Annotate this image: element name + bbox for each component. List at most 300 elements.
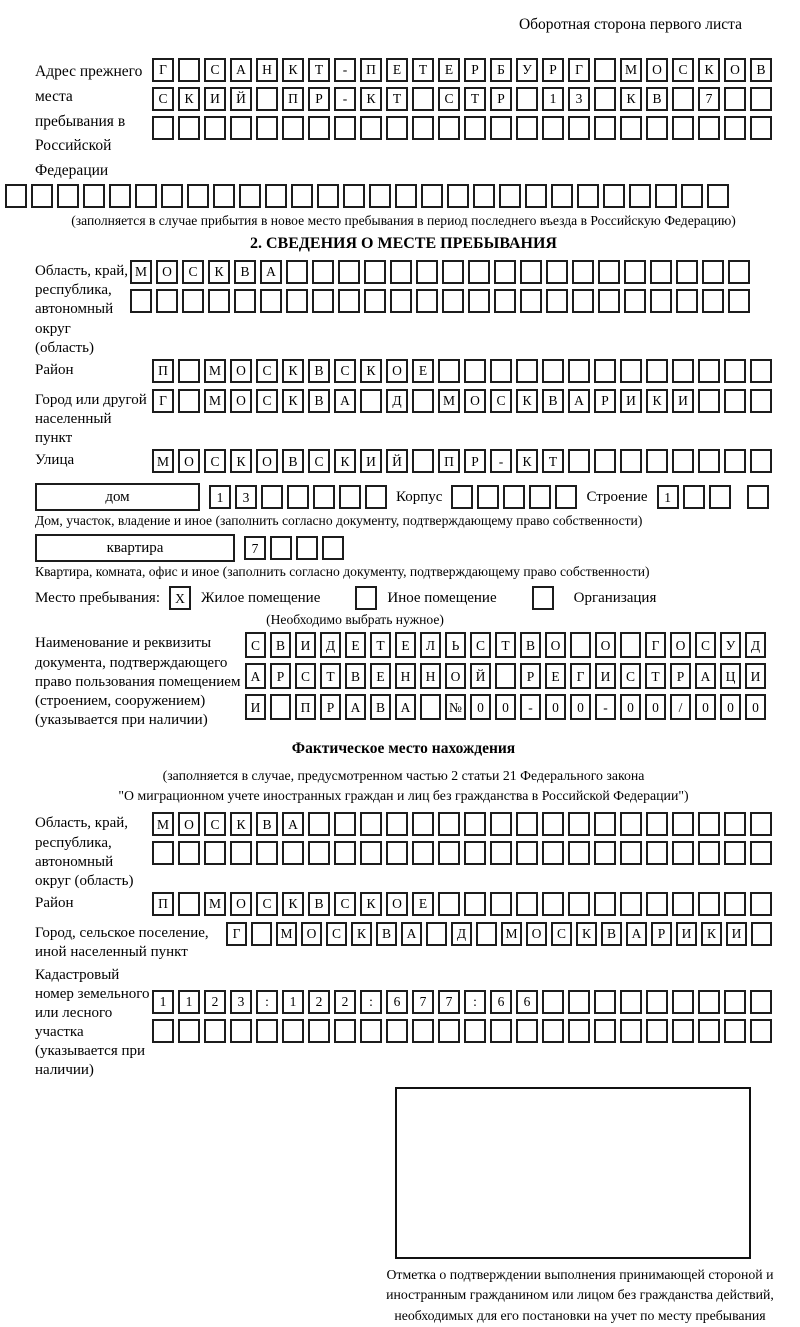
char-box[interactable]: [646, 812, 668, 836]
char-box[interactable]: И: [295, 632, 316, 658]
char-box[interactable]: [546, 289, 568, 313]
char-box[interactable]: М: [152, 812, 174, 836]
char-box[interactable]: К: [230, 449, 252, 473]
char-box[interactable]: [650, 260, 672, 284]
char-box[interactable]: [516, 892, 538, 916]
char-box[interactable]: К: [360, 892, 382, 916]
char-box[interactable]: С: [695, 632, 716, 658]
char-box[interactable]: [130, 289, 152, 313]
char-box[interactable]: Е: [412, 892, 434, 916]
char-box[interactable]: Т: [542, 449, 564, 473]
char-box[interactable]: [672, 449, 694, 473]
char-box[interactable]: [646, 116, 668, 140]
char-box[interactable]: [672, 87, 694, 111]
char-box[interactable]: М: [438, 389, 460, 413]
char-box[interactable]: У: [516, 58, 538, 82]
char-box[interactable]: [204, 1019, 226, 1043]
char-box[interactable]: [646, 990, 668, 1014]
char-box[interactable]: [672, 990, 694, 1014]
char-box[interactable]: [594, 892, 616, 916]
char-box[interactable]: [594, 841, 616, 865]
char-box[interactable]: [386, 841, 408, 865]
char-box[interactable]: [256, 841, 278, 865]
char-box[interactable]: [750, 87, 772, 111]
char-box[interactable]: -: [334, 58, 356, 82]
char-box[interactable]: [270, 536, 292, 560]
char-box[interactable]: И: [595, 663, 616, 689]
char-box[interactable]: К: [620, 87, 642, 111]
char-box[interactable]: Ц: [720, 663, 741, 689]
char-box[interactable]: 7: [412, 990, 434, 1014]
char-box[interactable]: Г: [152, 58, 174, 82]
char-box[interactable]: [213, 184, 235, 208]
char-box[interactable]: [412, 841, 434, 865]
char-box[interactable]: Р: [520, 663, 541, 689]
char-box[interactable]: [516, 359, 538, 383]
char-box[interactable]: [178, 116, 200, 140]
char-box[interactable]: [287, 485, 309, 509]
char-box[interactable]: 3: [568, 87, 590, 111]
char-box[interactable]: [724, 389, 746, 413]
char-box[interactable]: [178, 58, 200, 82]
char-box[interactable]: В: [646, 87, 668, 111]
char-box[interactable]: [83, 184, 105, 208]
char-box[interactable]: [416, 260, 438, 284]
char-box[interactable]: [464, 1019, 486, 1043]
char-box[interactable]: [182, 289, 204, 313]
char-box[interactable]: [369, 184, 391, 208]
char-box[interactable]: 0: [645, 694, 666, 720]
char-box[interactable]: [334, 116, 356, 140]
char-box[interactable]: [390, 260, 412, 284]
char-box[interactable]: [57, 184, 79, 208]
char-box[interactable]: О: [595, 632, 616, 658]
char-box[interactable]: [542, 841, 564, 865]
char-box[interactable]: В: [520, 632, 541, 658]
char-box[interactable]: [421, 184, 443, 208]
char-box[interactable]: [698, 1019, 720, 1043]
char-box[interactable]: И: [360, 449, 382, 473]
char-box[interactable]: [747, 485, 769, 509]
char-box[interactable]: [360, 812, 382, 836]
char-box[interactable]: [751, 922, 772, 946]
char-box[interactable]: [516, 812, 538, 836]
char-box[interactable]: [360, 116, 382, 140]
char-box[interactable]: [750, 892, 772, 916]
char-box[interactable]: Й: [230, 87, 252, 111]
char-box[interactable]: [317, 184, 339, 208]
char-box[interactable]: 2: [308, 990, 330, 1014]
char-box[interactable]: Р: [594, 389, 616, 413]
char-box[interactable]: 2: [204, 990, 226, 1014]
apartment-type-box[interactable]: квартира: [35, 534, 235, 562]
char-box[interactable]: Й: [386, 449, 408, 473]
char-box[interactable]: К: [282, 58, 304, 82]
char-box[interactable]: [495, 663, 516, 689]
char-box[interactable]: Р: [464, 449, 486, 473]
char-box[interactable]: [542, 892, 564, 916]
char-box[interactable]: [360, 389, 382, 413]
char-box[interactable]: [312, 260, 334, 284]
char-box[interactable]: П: [295, 694, 316, 720]
char-box[interactable]: [322, 536, 344, 560]
char-box[interactable]: [438, 892, 460, 916]
char-box[interactable]: Б: [490, 58, 512, 82]
char-box[interactable]: 7: [244, 536, 266, 560]
char-box[interactable]: [256, 116, 278, 140]
char-box[interactable]: С: [256, 892, 278, 916]
char-box[interactable]: А: [245, 663, 266, 689]
char-box[interactable]: 0: [620, 694, 641, 720]
char-box[interactable]: [707, 184, 729, 208]
char-box[interactable]: [161, 184, 183, 208]
char-box[interactable]: [178, 389, 200, 413]
char-box[interactable]: :: [464, 990, 486, 1014]
char-box[interactable]: К: [360, 87, 382, 111]
char-box[interactable]: Т: [412, 58, 434, 82]
char-box[interactable]: [542, 359, 564, 383]
char-box[interactable]: [386, 812, 408, 836]
char-box[interactable]: [395, 184, 417, 208]
char-box[interactable]: А: [334, 389, 356, 413]
char-box[interactable]: [31, 184, 53, 208]
char-box[interactable]: 1: [152, 990, 174, 1014]
char-box[interactable]: [490, 841, 512, 865]
char-box[interactable]: Т: [320, 663, 341, 689]
char-box[interactable]: Н: [256, 58, 278, 82]
char-box[interactable]: [551, 184, 573, 208]
char-box[interactable]: [313, 485, 335, 509]
char-box[interactable]: [490, 1019, 512, 1043]
char-box[interactable]: [750, 841, 772, 865]
char-box[interactable]: 6: [386, 990, 408, 1014]
char-box[interactable]: Е: [345, 632, 366, 658]
char-box[interactable]: [334, 1019, 356, 1043]
char-box[interactable]: Й: [470, 663, 491, 689]
char-box[interactable]: П: [438, 449, 460, 473]
char-box[interactable]: [438, 359, 460, 383]
char-box[interactable]: [520, 260, 542, 284]
char-box[interactable]: П: [360, 58, 382, 82]
char-box[interactable]: О: [156, 260, 178, 284]
char-box[interactable]: [156, 289, 178, 313]
char-box[interactable]: [412, 87, 434, 111]
char-box[interactable]: [568, 116, 590, 140]
char-box[interactable]: [750, 359, 772, 383]
char-box[interactable]: [204, 116, 226, 140]
char-box[interactable]: 1: [178, 990, 200, 1014]
char-box[interactable]: К: [334, 449, 356, 473]
char-box[interactable]: 0: [570, 694, 591, 720]
char-box[interactable]: А: [260, 260, 282, 284]
char-box[interactable]: 1: [282, 990, 304, 1014]
char-box[interactable]: [365, 485, 387, 509]
char-box[interactable]: [265, 184, 287, 208]
char-box[interactable]: Г: [570, 663, 591, 689]
char-box[interactable]: [152, 841, 174, 865]
char-box[interactable]: [412, 116, 434, 140]
char-box[interactable]: [230, 116, 252, 140]
char-box[interactable]: [598, 289, 620, 313]
char-box[interactable]: С: [295, 663, 316, 689]
char-box[interactable]: И: [620, 389, 642, 413]
char-box[interactable]: [476, 922, 497, 946]
char-box[interactable]: [525, 184, 547, 208]
char-box[interactable]: И: [204, 87, 226, 111]
char-box[interactable]: Т: [645, 663, 666, 689]
char-box[interactable]: [178, 892, 200, 916]
char-box[interactable]: С: [204, 812, 226, 836]
char-box[interactable]: М: [204, 389, 226, 413]
char-box[interactable]: [546, 260, 568, 284]
char-box[interactable]: О: [724, 58, 746, 82]
char-box[interactable]: [594, 990, 616, 1014]
char-box[interactable]: [308, 116, 330, 140]
char-box[interactable]: О: [545, 632, 566, 658]
house-type-box[interactable]: дом: [35, 483, 200, 511]
char-box[interactable]: [724, 87, 746, 111]
char-box[interactable]: 1: [209, 485, 231, 509]
char-box[interactable]: [603, 184, 625, 208]
char-box[interactable]: О: [256, 449, 278, 473]
char-box[interactable]: Г: [568, 58, 590, 82]
char-box[interactable]: М: [204, 359, 226, 383]
char-box[interactable]: О: [301, 922, 322, 946]
char-box[interactable]: Р: [670, 663, 691, 689]
char-box[interactable]: [568, 892, 590, 916]
char-box[interactable]: Д: [451, 922, 472, 946]
char-box[interactable]: [542, 1019, 564, 1043]
char-box[interactable]: [724, 812, 746, 836]
char-box[interactable]: С: [152, 87, 174, 111]
char-box[interactable]: [672, 359, 694, 383]
char-box[interactable]: [698, 841, 720, 865]
char-box[interactable]: [490, 892, 512, 916]
char-box[interactable]: [308, 1019, 330, 1043]
char-box[interactable]: -: [520, 694, 541, 720]
char-box[interactable]: [702, 260, 724, 284]
char-box[interactable]: [629, 184, 651, 208]
char-box[interactable]: [451, 485, 473, 509]
char-box[interactable]: [282, 1019, 304, 1043]
char-box[interactable]: А: [282, 812, 304, 836]
char-box[interactable]: [334, 812, 356, 836]
char-box[interactable]: Ь: [445, 632, 466, 658]
char-box[interactable]: [464, 841, 486, 865]
char-box[interactable]: Е: [438, 58, 460, 82]
char-box[interactable]: [178, 841, 200, 865]
char-box[interactable]: [594, 449, 616, 473]
char-box[interactable]: С: [256, 389, 278, 413]
char-box[interactable]: [598, 260, 620, 284]
char-box[interactable]: [724, 892, 746, 916]
char-box[interactable]: [364, 260, 386, 284]
char-box[interactable]: [594, 116, 616, 140]
char-box[interactable]: В: [601, 922, 622, 946]
char-box[interactable]: [620, 1019, 642, 1043]
char-box[interactable]: [624, 289, 646, 313]
char-box[interactable]: 3: [230, 990, 252, 1014]
char-box[interactable]: [594, 812, 616, 836]
char-box[interactable]: М: [204, 892, 226, 916]
char-box[interactable]: И: [745, 663, 766, 689]
char-box[interactable]: О: [230, 892, 252, 916]
char-box[interactable]: [308, 812, 330, 836]
char-box[interactable]: К: [516, 389, 538, 413]
char-box[interactable]: [750, 990, 772, 1014]
char-box[interactable]: В: [282, 449, 304, 473]
char-box[interactable]: С: [438, 87, 460, 111]
char-box[interactable]: М: [620, 58, 642, 82]
char-box[interactable]: О: [386, 892, 408, 916]
char-box[interactable]: [494, 260, 516, 284]
char-box[interactable]: К: [576, 922, 597, 946]
char-box[interactable]: Д: [745, 632, 766, 658]
char-box[interactable]: [709, 485, 731, 509]
char-box[interactable]: [503, 485, 525, 509]
char-box[interactable]: О: [646, 58, 668, 82]
char-box[interactable]: С: [620, 663, 641, 689]
char-box[interactable]: М: [152, 449, 174, 473]
char-box[interactable]: 0: [695, 694, 716, 720]
char-box[interactable]: [620, 116, 642, 140]
char-box[interactable]: Г: [152, 389, 174, 413]
char-box[interactable]: Р: [651, 922, 672, 946]
char-box[interactable]: К: [208, 260, 230, 284]
char-box[interactable]: [135, 184, 157, 208]
char-box[interactable]: С: [204, 449, 226, 473]
char-box[interactable]: О: [464, 389, 486, 413]
char-box[interactable]: [499, 184, 521, 208]
char-box[interactable]: [308, 841, 330, 865]
char-box[interactable]: Р: [308, 87, 330, 111]
char-box[interactable]: Р: [270, 663, 291, 689]
char-box[interactable]: [620, 449, 642, 473]
char-box[interactable]: [568, 1019, 590, 1043]
char-box[interactable]: Р: [464, 58, 486, 82]
char-box[interactable]: [412, 389, 434, 413]
char-box[interactable]: В: [308, 389, 330, 413]
char-box[interactable]: И: [672, 389, 694, 413]
char-box[interactable]: [698, 389, 720, 413]
char-box[interactable]: Е: [545, 663, 566, 689]
char-box[interactable]: К: [230, 812, 252, 836]
char-box[interactable]: [646, 841, 668, 865]
char-box[interactable]: И: [245, 694, 266, 720]
char-box[interactable]: [204, 841, 226, 865]
char-box[interactable]: К: [282, 892, 304, 916]
char-box[interactable]: О: [526, 922, 547, 946]
char-box[interactable]: [594, 58, 616, 82]
char-box[interactable]: С: [256, 359, 278, 383]
char-box[interactable]: [239, 184, 261, 208]
char-box[interactable]: [672, 892, 694, 916]
char-box[interactable]: К: [698, 58, 720, 82]
char-box[interactable]: [464, 812, 486, 836]
char-box[interactable]: Т: [370, 632, 391, 658]
char-box[interactable]: С: [672, 58, 694, 82]
char-box[interactable]: [490, 359, 512, 383]
char-box[interactable]: [464, 116, 486, 140]
char-box[interactable]: [256, 87, 278, 111]
char-box[interactable]: [334, 841, 356, 865]
char-box[interactable]: В: [234, 260, 256, 284]
char-box[interactable]: [728, 260, 750, 284]
char-box[interactable]: В: [345, 663, 366, 689]
char-box[interactable]: 7: [698, 87, 720, 111]
char-box[interactable]: [698, 449, 720, 473]
char-box[interactable]: В: [308, 359, 330, 383]
char-box[interactable]: [360, 841, 382, 865]
char-box[interactable]: Е: [395, 632, 416, 658]
char-box[interactable]: Р: [490, 87, 512, 111]
char-box[interactable]: [676, 260, 698, 284]
char-box[interactable]: [655, 184, 677, 208]
char-box[interactable]: [672, 1019, 694, 1043]
char-box[interactable]: [442, 289, 464, 313]
char-box[interactable]: К: [646, 389, 668, 413]
char-box[interactable]: Н: [395, 663, 416, 689]
char-box[interactable]: И: [676, 922, 697, 946]
char-box[interactable]: Е: [412, 359, 434, 383]
char-box[interactable]: [728, 289, 750, 313]
char-box[interactable]: В: [270, 632, 291, 658]
char-box[interactable]: [750, 116, 772, 140]
char-box[interactable]: С: [334, 892, 356, 916]
char-box[interactable]: [555, 485, 577, 509]
char-box[interactable]: 6: [516, 990, 538, 1014]
char-box[interactable]: [702, 289, 724, 313]
char-box[interactable]: [698, 812, 720, 836]
char-box[interactable]: В: [370, 694, 391, 720]
char-box[interactable]: В: [308, 892, 330, 916]
char-box[interactable]: П: [282, 87, 304, 111]
char-box[interactable]: [620, 841, 642, 865]
char-box[interactable]: [152, 116, 174, 140]
char-box[interactable]: С: [334, 359, 356, 383]
char-box[interactable]: [208, 289, 230, 313]
char-box[interactable]: М: [276, 922, 297, 946]
char-box[interactable]: 0: [470, 694, 491, 720]
char-box[interactable]: [282, 116, 304, 140]
char-box[interactable]: [724, 449, 746, 473]
char-box[interactable]: [339, 485, 361, 509]
char-box[interactable]: [698, 359, 720, 383]
char-box[interactable]: [520, 289, 542, 313]
char-box[interactable]: Р: [542, 58, 564, 82]
char-box[interactable]: [286, 289, 308, 313]
char-box[interactable]: И: [726, 922, 747, 946]
char-box[interactable]: П: [152, 892, 174, 916]
char-box[interactable]: Д: [320, 632, 341, 658]
char-box[interactable]: 7: [438, 990, 460, 1014]
char-box[interactable]: О: [178, 449, 200, 473]
char-box[interactable]: №: [445, 694, 466, 720]
char-box[interactable]: [178, 359, 200, 383]
char-box[interactable]: [282, 841, 304, 865]
char-box[interactable]: [338, 289, 360, 313]
char-box[interactable]: А: [626, 922, 647, 946]
char-box[interactable]: А: [230, 58, 252, 82]
char-box[interactable]: [724, 990, 746, 1014]
char-box[interactable]: [261, 485, 283, 509]
char-box[interactable]: С: [326, 922, 347, 946]
char-box[interactable]: [438, 841, 460, 865]
char-box[interactable]: [286, 260, 308, 284]
char-box[interactable]: П: [152, 359, 174, 383]
char-box[interactable]: [572, 289, 594, 313]
char-box[interactable]: Р: [320, 694, 341, 720]
